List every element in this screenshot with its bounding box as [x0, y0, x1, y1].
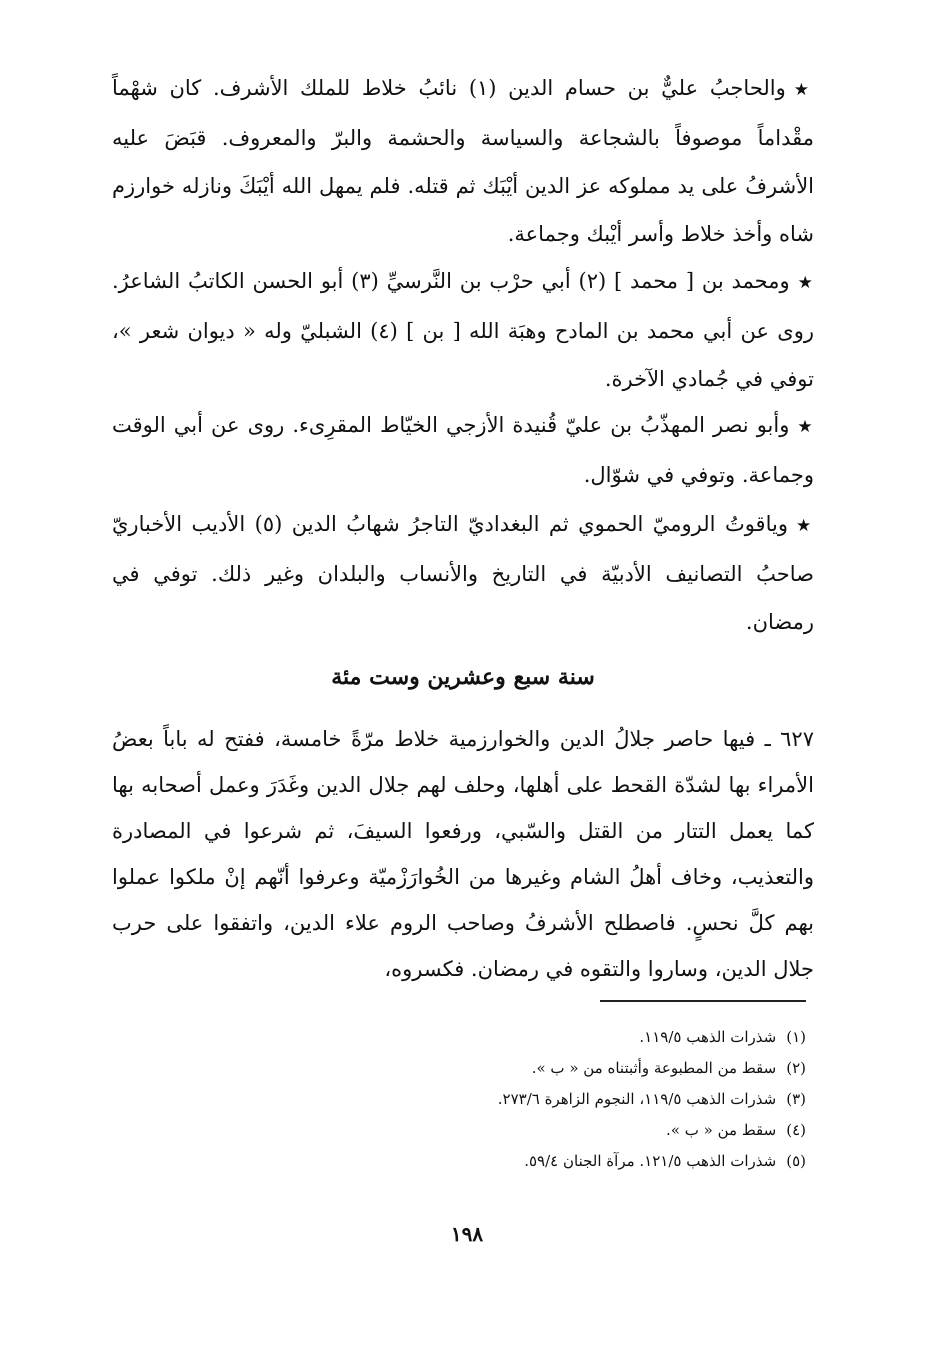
footnote-text: سقط من المطبوعة وأثبتناه من « ب ».	[531, 1059, 777, 1077]
footnote-item	[300, 1084, 806, 1115]
biography-entry	[112, 500, 814, 646]
entry-text: ومحمد بن [ محمد ] (٢) أبي حرْب بن النَّرسيِّ (٣) أبو الحسن الكاتبُ الشاعرُ. روى عن أبي محمد بن المادح وهبَة الله [ بن ] (٤) الشبليّ وله « ديوان شعر »، توفي في جُمادي الآخرة.	[112, 269, 814, 391]
footnote-number: (١)	[786, 1028, 806, 1046]
footnotes-list	[300, 1022, 806, 1177]
footnote-text: شذرات الذهب ١١٩/٥.	[639, 1028, 777, 1046]
footnote-item	[300, 1053, 806, 1084]
section-heading: سنة سبع وعشرين وست مئة	[331, 664, 595, 690]
footnote-item	[300, 1022, 806, 1053]
biography-entry	[112, 401, 814, 499]
footnote-divider	[600, 1000, 806, 1002]
entry-text: وأبو نصر المهذّبُ بن عليّ قُنيدة الأزجي الخيّاط المقرِىء. روى عن أبي الوقت وجماعة. وتوفي في شوّال.	[112, 413, 814, 487]
star-icon: ★	[795, 516, 814, 536]
footnote-text: سقط من « ب ».	[666, 1121, 777, 1139]
entry-text: والحاجبُ عليٌّ بن حسام الدين (١) نائبُ خلاط للملك الأشرف. كان شهْماً مقْداماً موصوفاً بالشجاعة والسياسة والحشمة والبرّ والمعروف. قبَضَ عليه الأشرفُ على يد مملوكه عز الدين أيْبَك ثم قتله. فلم يمهل الله أيْبَكَ ونازله خوارزم شاه وأخذ خلاط وأسر أيْبك وجماعة.	[112, 76, 814, 246]
biography-entry	[112, 257, 814, 403]
footnote-item	[300, 1146, 806, 1177]
footnote-number: (٥)	[786, 1152, 806, 1170]
footnote-number: (٤)	[786, 1121, 806, 1139]
star-icon: ★	[793, 80, 814, 100]
main-paragraph: ٦٢٧ ـ فيها حاصر جلالُ الدين والخوارزمية خلاط مرّةً خامسة، ففتح له باباً بعضُ الأمراء بها لشدّة القحط على أهلها، وحلف لهم جلال الدين وغَدَرَ وعمل أصحابه بها كما يعمل التتار من القتل والسّبي، ورفعوا السيفَ، ثم شرعوا في المصادرة والتعذيب، وخاف أهلُ الشام وغيرها من الخُوارَزْميّة وعرفوا أنّهم إنْ ملكوا عملوا بهم كلَّ نحسٍ. فاصطلح الأشرفُ وصاحب الروم علاء الدين، واتفقوا على حرب جلال الدين، وساروا والتقوه في رمضان. فكسروه،	[112, 727, 814, 981]
footnote-number: (٣)	[786, 1090, 806, 1108]
entry-text: وياقوتُ الروميّ الحموي ثم البغداديّ التاجرُ شهابُ الدين (٥) الأديب الأخباريّ صاحبُ التصانيف الأدبيّة في التاريخ والأنساب والبلدان وغير ذلك. توفي في رمضان.	[112, 512, 814, 634]
biography-entry	[112, 64, 814, 258]
footnote-text: شذرات الذهب ١١٩/٥، النجوم الزاهرة ٢٧٣/٦.	[497, 1090, 777, 1108]
footnote-number: (٢)	[786, 1059, 806, 1077]
page-number: ١٩٨	[450, 1222, 484, 1246]
star-icon: ★	[797, 417, 814, 437]
footnote-text: شذرات الذهب ١٢١/٥. مرآة الجنان ٥٩/٤.	[524, 1152, 777, 1170]
star-icon: ★	[797, 273, 814, 293]
footnote-item	[300, 1115, 806, 1146]
